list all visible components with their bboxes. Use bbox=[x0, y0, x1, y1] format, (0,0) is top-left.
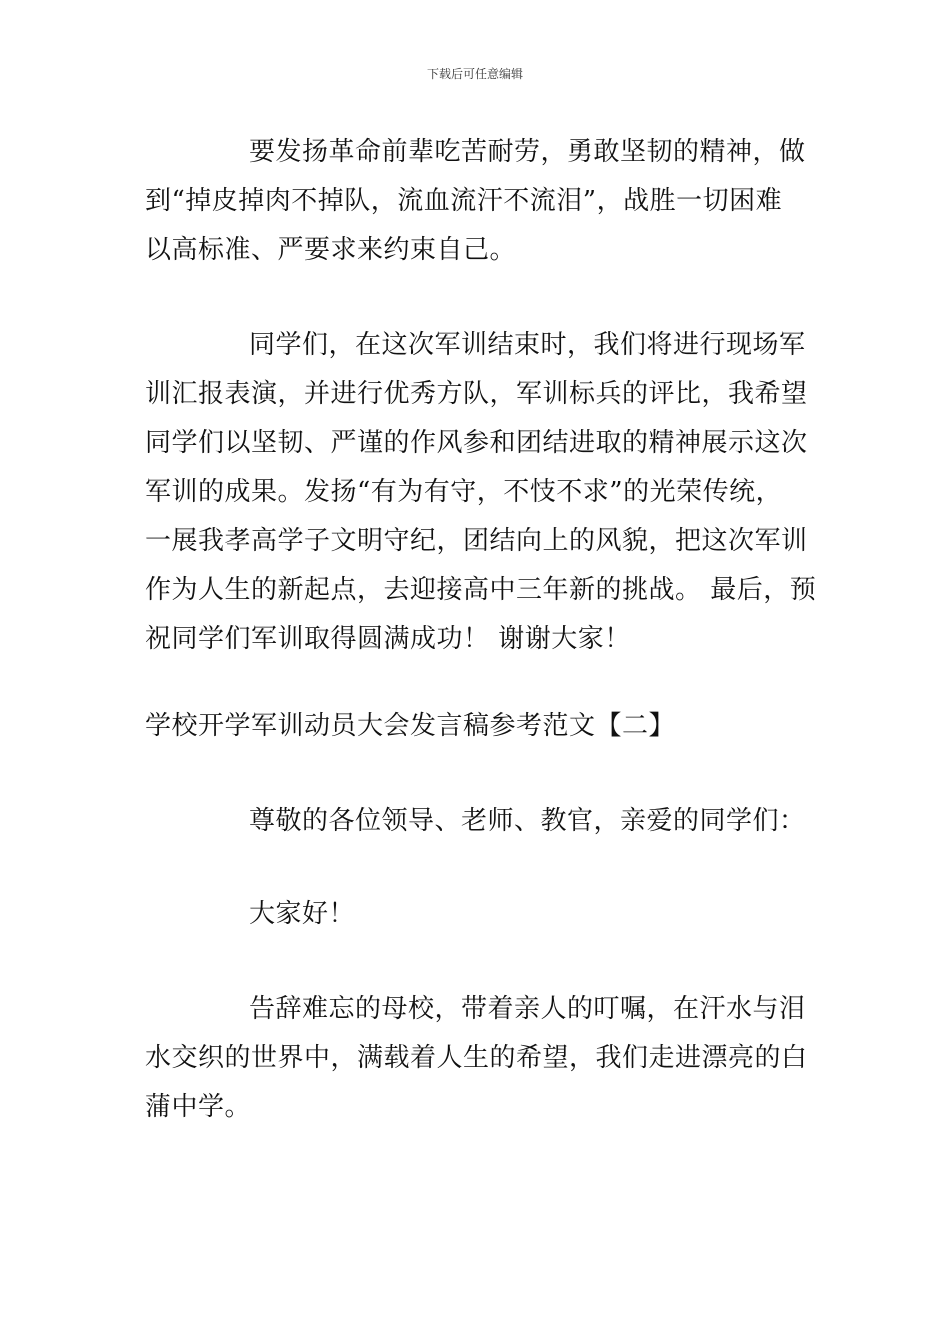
salutation-text: 尊敬的各位领导、老师、教官，亲爱的同学们： bbox=[249, 806, 806, 836]
greeting bbox=[145, 890, 810, 939]
paragraph-line: 作为人生的新起点，去迎接高中三年新的挑战。 最后，预 bbox=[145, 575, 817, 605]
greeting-text: 大家好！ bbox=[249, 899, 356, 929]
paragraph-line: 以高标准、严要求来约束自己。 bbox=[145, 235, 517, 265]
paragraph-line: 告辞难忘的母校，带着亲人的叮嘱，在汗水与泪 bbox=[249, 994, 806, 1024]
paragraph-3 bbox=[145, 985, 810, 1132]
salutation bbox=[145, 797, 810, 846]
paragraph-line: 训汇报表演，并进行优秀方队，军训标兵的评比，我希望 bbox=[145, 379, 808, 409]
paragraph-line: 军训的成果。发扬“有为有守，不忮不求”的光荣传统， bbox=[145, 477, 783, 507]
paragraph-line: 同学们以坚韧、严谨的作风参和团结进取的精神展示这次 bbox=[145, 428, 808, 458]
section-heading bbox=[145, 702, 810, 751]
page-header: 下载后可任意编辑 bbox=[426, 67, 523, 81]
section-heading-text: 学校开学军训动员大会发言稿参考范文【二】 bbox=[145, 711, 676, 741]
paragraph-line: 到“掉皮掉肉不掉队，流血流汗不流泪”，战胜一切困难 bbox=[145, 186, 783, 216]
paragraph-2 bbox=[145, 321, 817, 664]
paragraph-line: 祝同学们军训取得圆满成功！ 谢谢大家！ bbox=[145, 624, 631, 654]
paragraph-line: 同学们，在这次军训结束时，我们将进行现场军 bbox=[249, 330, 806, 360]
paragraph-1 bbox=[145, 128, 810, 275]
document-body bbox=[145, 128, 817, 1132]
paragraph-line: 一展我孝高学子文明守纪，团结向上的风貌，把这次军训 bbox=[145, 526, 808, 556]
paragraph-line: 水交织的世界中，满载着人生的希望，我们走进漂亮的白 bbox=[145, 1043, 808, 1073]
paragraph-line: 蒲中学。 bbox=[145, 1092, 252, 1122]
paragraph-line: 要发扬革命前辈吃苦耐劳，勇敢坚韧的精神，做 bbox=[249, 137, 806, 167]
